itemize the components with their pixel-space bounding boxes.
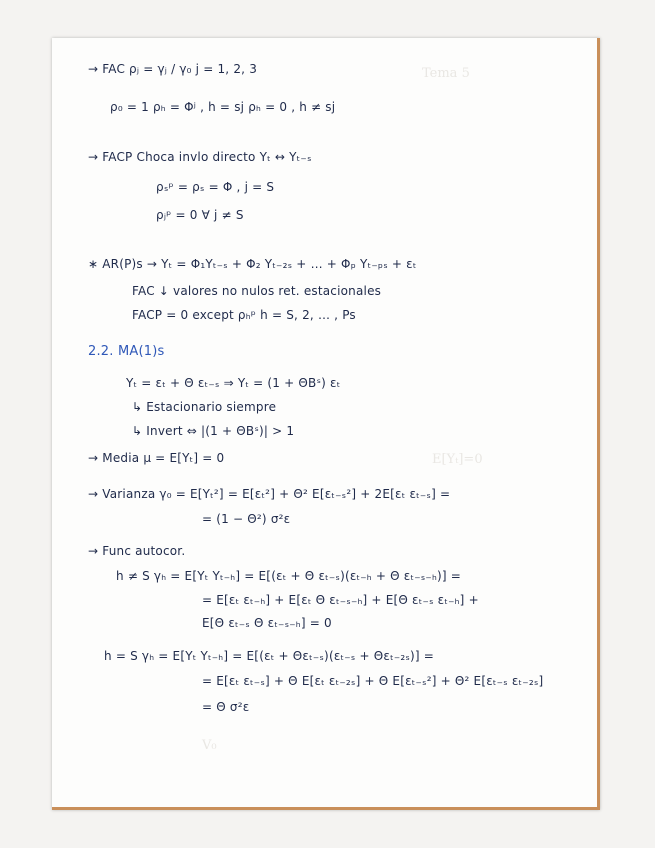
arps-facp: FACP = 0 except ρₕᵖ h = S, 2, … , Ps — [132, 308, 356, 322]
h-not-s-line-2: = E[εₜ εₜ₋ₕ] + E[εₜ Θ εₜ₋ₛ₋ₕ] + E[Θ εₜ₋ₛ εₜ₋ₕ] + — [202, 593, 479, 607]
ma-invertibility: ↳ Invert ⇔ |(1 + ΘBˢ)| > 1 — [132, 424, 295, 438]
mean-line: → Media μ = E[Yₜ] = 0 — [88, 451, 225, 465]
ma-stationary: ↳ Estacionario siempre — [132, 400, 277, 414]
bleed-through-text: E[Yₜ]=0 — [432, 452, 483, 467]
h-equals-s-line-1: h = S γₕ = E[Yₜ Yₜ₋ₕ] = E[(εₜ + Θεₜ₋ₛ)(εₜ₋ₛ + Θεₜ₋₂ₛ)] = — [104, 649, 435, 663]
h-not-s-line-3: E[Θ εₜ₋ₛ Θ εₜ₋ₛ₋ₕ] = 0 — [202, 616, 332, 630]
facp-title: → FACP Choca invlo directo Yₜ ↔ Yₜ₋ₛ — [88, 150, 312, 164]
notebook-page — [52, 38, 600, 810]
bleed-through-text: V₀ — [202, 738, 217, 753]
bleed-through-text: Tema 5 — [422, 66, 470, 81]
h-not-s-line-1: h ≠ S γₕ = E[Yₜ Yₜ₋ₕ] = E[(εₜ + Θ εₜ₋ₛ)(εₜ₋ₕ + Θ εₜ₋ₛ₋ₕ)] = — [116, 569, 462, 583]
ma-definition: Yₜ = εₜ + Θ εₜ₋ₛ ⇒ Yₜ = (1 + ΘBˢ) εₜ — [126, 376, 341, 390]
h-equals-s-line-2: = E[εₜ εₜ₋ₛ] + Θ E[εₜ εₜ₋₂ₛ] + Θ E[εₜ₋ₛ²] + Θ² E[εₜ₋ₛ εₜ₋₂ₛ] — [202, 674, 544, 688]
fac-definition: → FAC ρⱼ = γⱼ / γ₀ j = 1, 2, 3 — [88, 62, 258, 76]
arps-fac: FAC ↓ valores no nulos ret. estacionales — [132, 284, 382, 298]
arps-definition: ∗ AR(P)s → Yₜ = Φ₁Yₜ₋ₛ + Φ₂ Yₜ₋₂ₛ + … + Φₚ Yₜ₋ₚₛ + εₜ — [88, 257, 417, 271]
h-equals-s-line-3: = Θ σ²ε — [202, 700, 250, 714]
autocorrelation-title: → Func autocor. — [88, 544, 186, 558]
variance-line: → Varianza γ₀ = E[Yₜ²] = E[εₜ²] + Θ² E[εₜ₋ₛ²] + 2E[εₜ εₜ₋ₛ] = — [88, 487, 451, 501]
variance-result: = (1 − Θ²) σ²ε — [202, 512, 291, 526]
section-heading: 2.2. MA(1)s — [88, 344, 165, 359]
facp-other-lags: ρⱼᵖ = 0 ∀ j ≠ S — [156, 208, 244, 222]
facp-seasonal-lag: ρₛᵖ = ρₛ = Φ , j = S — [156, 180, 275, 194]
fac-values: ρ₀ = 1 ρₕ = Φʲ , h = sj ρₕ = 0 , h ≠ sj — [110, 100, 336, 114]
